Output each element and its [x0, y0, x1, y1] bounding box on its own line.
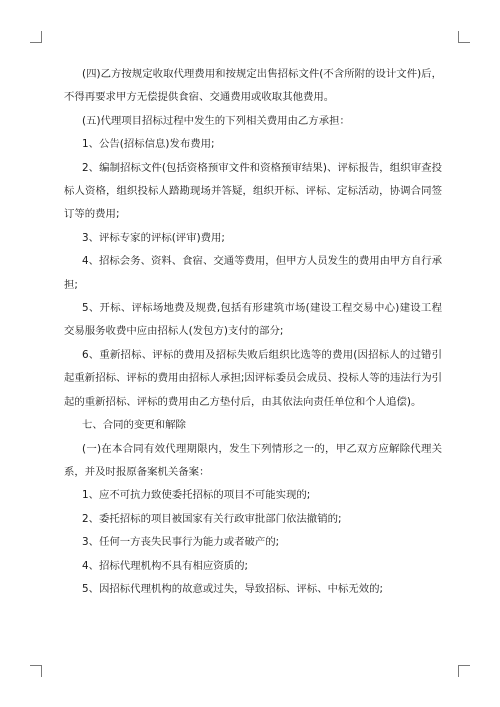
paragraph-termination-conditions: (一)在本合同有效代理期限内，发生下列情形之一的，甲乙双方应解除代理关系，并及时报原备案机关备案：	[64, 442, 442, 478]
list-item-force-majeure: 1、应不可抗力致使委托招标的项目不可能实现的;	[82, 489, 311, 502]
list-item-agent-fault: 5、因招标代理机构的故意或过失，导致招标、评标、中标无效的;	[82, 582, 384, 595]
crop-mark-top-left	[30, 31, 42, 43]
crop-mark-bottom-left	[30, 665, 42, 677]
list-item-meeting-fee: 4、招标会务、资料、食宿、交通等费用，但甲方人员发生的费用由甲方自行承担;	[64, 255, 442, 291]
list-item-project-revoked: 2、委托招标的项目被国家有关行政审批部门依法撤销的;	[82, 512, 342, 525]
crop-mark-top-right	[458, 31, 470, 43]
list-item-venue-fee: 5、开标、评标场地费及规费,包括有形建筑市场(建设工程交易中心)建设工程交易服务收费中应由招标人(发包方)支付的部分;	[64, 302, 442, 338]
paragraph-fee-restriction: (四)乙方按规定收取代理费用和按规定出售招标文件(不含所附的设计文件)后，不得再要求甲方无偿提供食宿、交通费用或收取其他费用。	[64, 68, 442, 104]
paragraph-agent-costs-heading: (五)代理项目招标过程中发生的下列相关费用由乙方承担：	[82, 114, 350, 127]
list-item-incapacity: 3、任何一方丧失民事行为能力或者破产的;	[82, 536, 280, 549]
list-item-no-qualification: 4、招标代理机构不具有相应资质的;	[82, 559, 248, 572]
list-item-expert-review-fee: 3、评标专家的评标(评审)费用;	[82, 231, 225, 244]
section-heading-contract-change: 七、合同的变更和解除	[82, 419, 186, 432]
list-item-retender-fee: 6、重新招标、评标的费用及招标失败后组织比选等的费用(因招标人的过错引起重新招标、评标的费用由招标人承担;因评标委员会成员、投标人等的违法行为引起的重新招标、评标的费用由乙方垫付后，由其依法向责任单位和个人追偿)。	[64, 348, 442, 408]
list-item-announcement-fee: 1、公告(招标信息)发布费用;	[82, 138, 215, 151]
list-item-document-preparation-fee: 2、编制招标文件(包括资格预审文件和资格预审结果)、评标报告，组织审查投标人资格，组织投标人踏勘现场并答疑，组织开标、评标、定标活动，协调合同签订等的费用;	[64, 161, 442, 221]
document-body	[64, 63, 442, 601]
crop-mark-bottom-right	[458, 665, 470, 677]
